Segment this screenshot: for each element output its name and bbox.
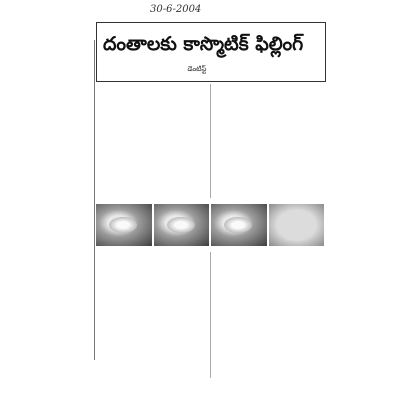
- article: [96, 22, 330, 380]
- tooth-photo: [154, 204, 210, 246]
- column-rule: [210, 252, 211, 378]
- byline: డెంటిస్ట్: [187, 65, 207, 73]
- tooth-photo: [211, 204, 267, 246]
- column-rule: [210, 84, 211, 198]
- photo-strip: [96, 204, 324, 246]
- headline: దంతాలకు కాస్మొటిక్ ఫిల్లింగ్: [103, 33, 304, 55]
- article-column-1: [96, 82, 208, 200]
- article-column-3: [96, 250, 208, 380]
- article-column-2: [214, 82, 324, 200]
- handwritten-date: 30-6-2004: [150, 4, 202, 15]
- margin-tab: [82, 40, 95, 360]
- article-column-4: [214, 250, 324, 380]
- headline-box: [96, 22, 326, 82]
- tooth-photo: [269, 204, 325, 246]
- tooth-photo: [96, 204, 152, 246]
